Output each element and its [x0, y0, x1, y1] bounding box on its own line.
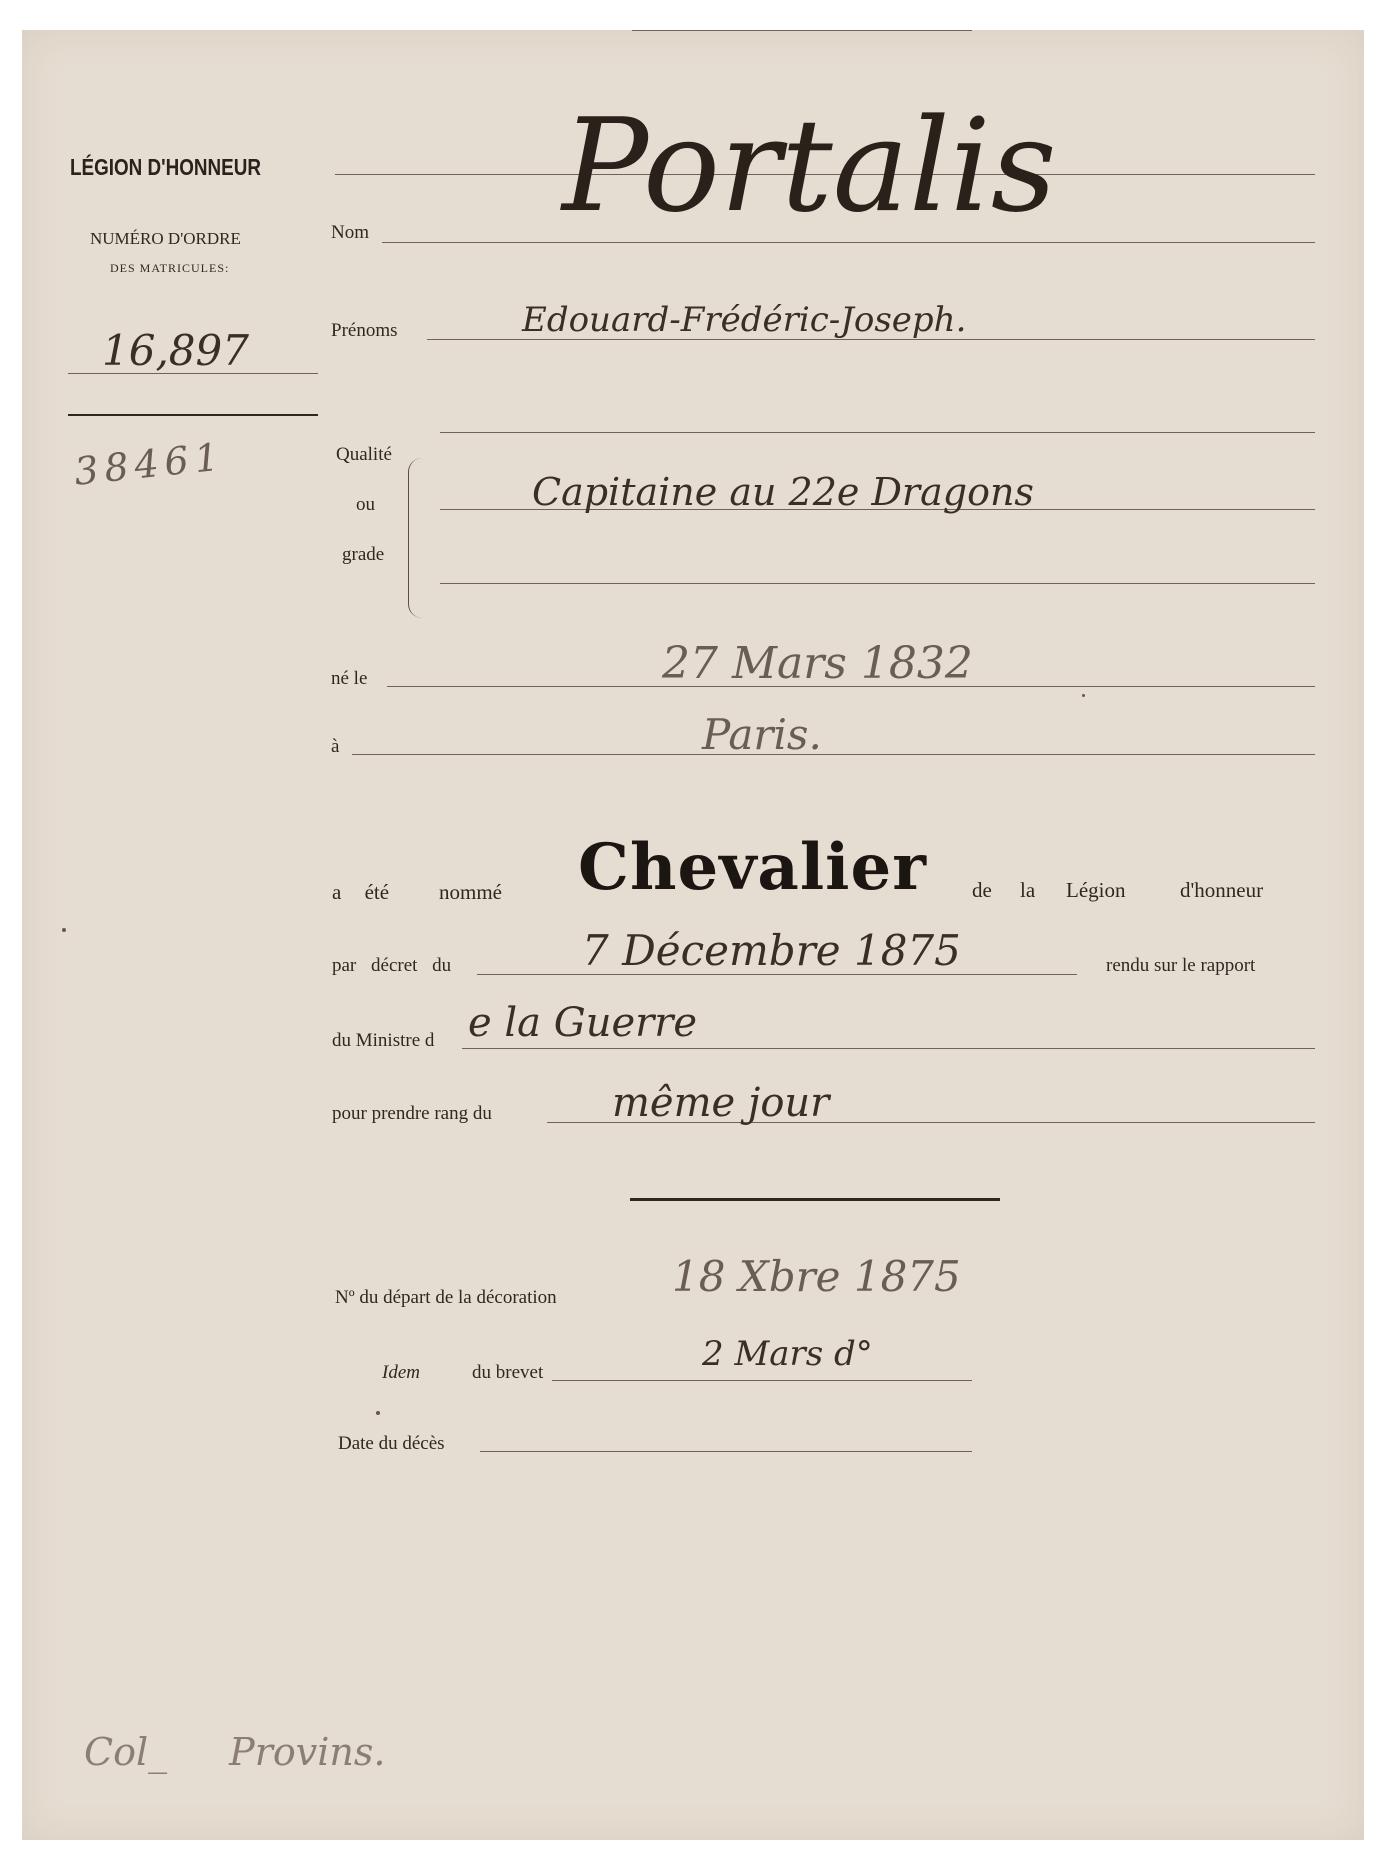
qualite-brace [408, 458, 431, 618]
document-page [22, 30, 1364, 1840]
decret-label: par décret du [332, 955, 452, 976]
legion-word-honneur: d'honneur [1180, 878, 1264, 902]
qualite-rule-top [440, 432, 1315, 433]
qualite-label: Qualité [336, 444, 392, 465]
depart-value: 18 Xbre 1875 [672, 1252, 961, 1301]
legion-word-legion: Légion [1066, 878, 1126, 902]
ou-label: ou [356, 494, 375, 515]
prenoms-value: Edouard-Frédéric-Joseph. [522, 300, 967, 340]
prenoms-label: Prénoms [331, 320, 398, 341]
order-number-underline [68, 414, 318, 416]
brevet-value: 2 Mars d° [702, 1334, 873, 1374]
order-label: NUMÉRO D'ORDRE [90, 229, 241, 248]
paper-spot [62, 928, 66, 932]
paper-spot [1082, 694, 1085, 697]
nom-label: Nom [331, 222, 369, 243]
grade-label: grade [342, 544, 385, 565]
matricules-label: DES MATRICULES: [110, 261, 230, 275]
rank-title: Chevalier [578, 830, 927, 905]
brevet-label: du brevet [472, 1362, 544, 1383]
qualite-value: Capitaine au 22e Dragons [532, 470, 1034, 514]
a-value: Paris. [702, 710, 822, 759]
paper-spot [376, 1411, 380, 1415]
ministre-rule [462, 1048, 1315, 1049]
ne-le-label: né le [331, 668, 368, 689]
nomme-label-2: nommé [439, 880, 502, 904]
a-label: à [331, 736, 340, 757]
nomme-label-1: a été [332, 880, 390, 904]
section-separator [630, 1198, 1000, 1201]
order-number-rule [68, 373, 318, 374]
nom-value: Portalis [562, 92, 1057, 241]
nom-rule [382, 242, 1315, 243]
a-rule [352, 754, 1315, 755]
secondary-number: 38461 [72, 434, 227, 494]
legion-word-la: la [1020, 878, 1036, 902]
rang-label: pour prendre rang du [332, 1103, 492, 1124]
sidebar-header: LÉGION D'HONNEUR [70, 154, 261, 180]
idem-label: Idem [382, 1362, 420, 1383]
deces-label: Date du décès [338, 1433, 445, 1454]
rang-value: même jour [612, 1080, 830, 1126]
brevet-rule [552, 1380, 972, 1381]
ne-le-value: 27 Mars 1832 [662, 638, 973, 689]
qualite-rule-bottom [440, 583, 1315, 584]
footer-note: Col_ Provins. [84, 1730, 386, 1774]
order-number: 16,897 [102, 326, 249, 375]
depart-rule [632, 30, 972, 31]
depart-label: Nº du départ de la décoration [335, 1287, 557, 1308]
deces-rule [480, 1451, 972, 1452]
decret-value: 7 Décembre 1875 [582, 926, 961, 975]
legion-word-de: de [972, 878, 992, 902]
ministre-label: du Ministre d [332, 1030, 435, 1051]
rapport-label: rendu sur le rapport [1106, 955, 1256, 976]
ministre-value: e la Guerre [468, 1000, 698, 1046]
